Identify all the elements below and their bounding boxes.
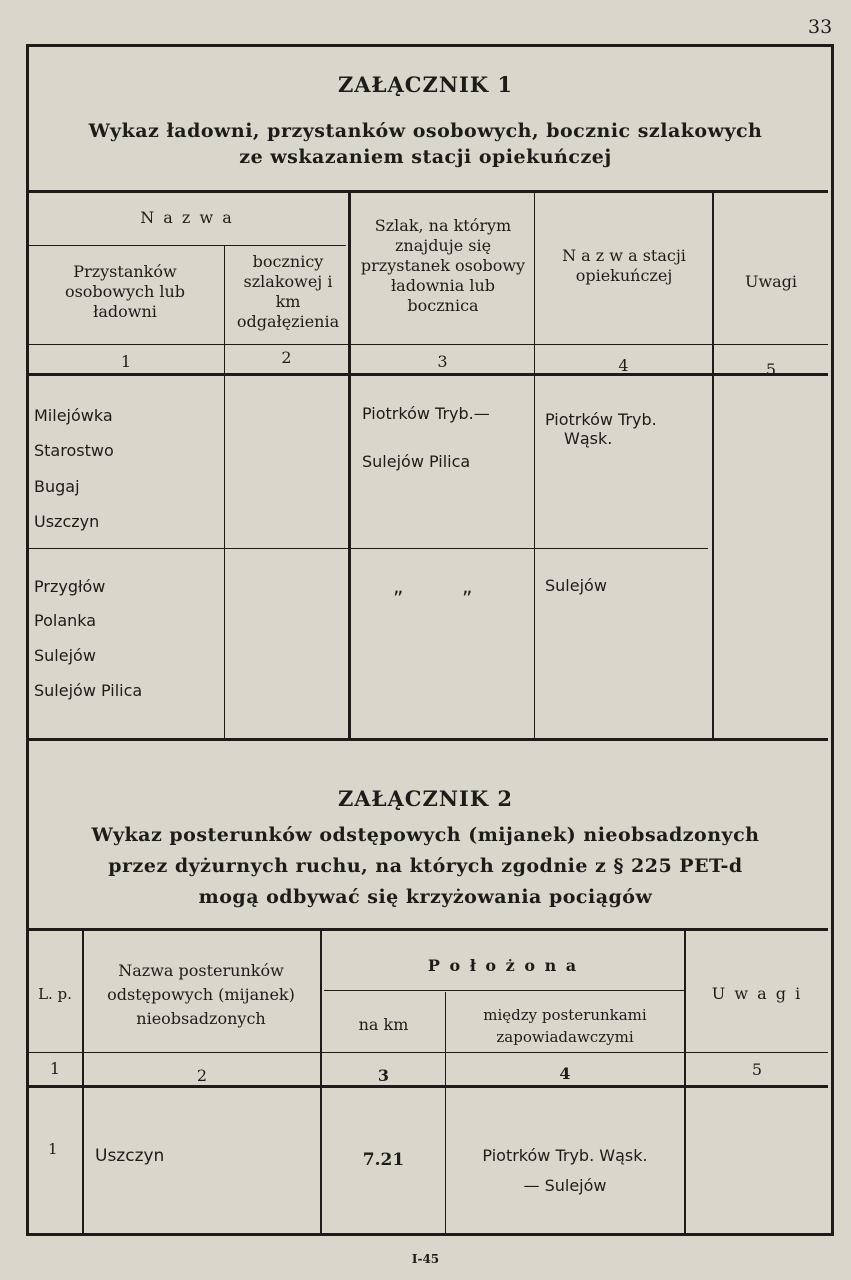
annex2-row-name: Uszczyn xyxy=(95,1146,165,1166)
annex1-stop-sulejow-pilica: Sulejów Pilica xyxy=(34,681,143,700)
annex1-title: ZAŁĄCZNIK 1 xyxy=(337,72,514,97)
annex1-route-line1: Piotrków Tryb.— xyxy=(362,404,490,423)
annex1-header-col2: bocznicy szlakowej i km odgałęzienia xyxy=(236,252,340,331)
annex1-colnum-3: 3 xyxy=(437,352,448,371)
annex1-header-nazwa-group: N a z w a xyxy=(140,208,234,227)
annex1-header-col4: N a z w a stacji opiekuńczej xyxy=(562,246,686,285)
annex1-stop-bugaj: Bugaj xyxy=(34,477,80,496)
annex1-station-line2: Wąsk. xyxy=(564,429,613,448)
annex2-colnum-5: 5 xyxy=(751,1060,763,1079)
footer-code: I-45 xyxy=(411,1252,440,1266)
annex2-subtitle-line1: Wykaz posterunków odstępowych (mijanek) nieobsadzonych xyxy=(91,824,760,846)
annex2-vline-3 xyxy=(445,992,446,1234)
annex1-header-col3: Szlak, na którym znajduje się przystanek osobowy ładownia lub bocznica xyxy=(360,216,526,315)
annex2-header-between: między posterunkami zapowiadawczymi xyxy=(483,1006,647,1046)
annex2-row-between-line1: Piotrków Tryb. Wąsk. xyxy=(482,1146,648,1165)
annex1-subtitle-line1: Wykaz ładowni, przystanków osobowych, bocznic szlakowych xyxy=(88,120,763,142)
annex1-colnum-4: 4 xyxy=(618,356,629,375)
annex2-table-top-line xyxy=(28,928,828,931)
annex1-vline-3 xyxy=(534,190,535,738)
annex2-header-uwagi: U w a g i xyxy=(711,984,803,1003)
annex1-header-col5: Uwagi xyxy=(744,272,798,291)
page-number: 33 xyxy=(808,16,833,38)
annex2-colnum-3: 3 xyxy=(377,1066,390,1085)
annex1-vline-1 xyxy=(224,246,225,738)
annex2-subtitle-line3: mogą odbywać się krzyżowania pociągów xyxy=(198,886,653,908)
annex2-colnum-1: 1 xyxy=(49,1059,61,1078)
annex1-header-bottom-line xyxy=(28,344,828,345)
annex1-stop-polanka: Polanka xyxy=(34,611,97,630)
annex1-stop-milejowka: Milejówka xyxy=(34,406,113,425)
annex2-subtitle-line2: przez dyżurnych ruchu, na których zgodnie z § 225 PET-d xyxy=(108,855,743,877)
annex2-row-between-line2: — Sulejów xyxy=(523,1176,607,1195)
annex1-header-col1: Przystanków osobowych lub ładowni xyxy=(64,262,186,321)
annex1-stop-uszczyn: Uszczyn xyxy=(34,512,100,531)
annex1-stop-starostwo: Starostwo xyxy=(34,441,114,460)
annex2-header-polozona-group: P o ł o ż o n a xyxy=(427,956,579,975)
annex2-header-name: Nazwa posterunków odstępowych (mijanek) nieobsadzonych xyxy=(107,961,295,1028)
annex1-colnum-1: 1 xyxy=(120,352,132,371)
annex1-vline-2 xyxy=(348,190,351,738)
annex1-station-sulejow: Sulejów xyxy=(545,576,607,595)
annex2-colnum-4: 4 xyxy=(559,1064,571,1083)
annex1-colnum-2: 2 xyxy=(281,348,292,367)
annex1-table-top-line xyxy=(28,190,828,193)
annex2-row-lp: 1 xyxy=(48,1140,58,1158)
annex2-header-lp: L. p. xyxy=(38,985,72,1003)
annex2-header-km: na km xyxy=(358,1015,409,1034)
annex2-colnum-2: 2 xyxy=(196,1066,208,1085)
annex2-row-km: 7.21 xyxy=(362,1150,405,1170)
annex2-header-bottom-line xyxy=(28,1052,828,1053)
annex1-route-ditto-2: „ xyxy=(462,574,473,598)
annex1-route-ditto-1: „ xyxy=(393,574,404,598)
annex1-route-line2: Sulejów Pilica xyxy=(362,452,471,471)
annex1-subtitle-line2: ze wskazaniem stacji opiekuńczej xyxy=(239,146,612,168)
annex1-station-line1: Piotrków Tryb. xyxy=(545,410,657,429)
annex1-group-divider xyxy=(28,548,708,549)
annex2-vline-4 xyxy=(684,930,686,1234)
annex1-stop-sulejow: Sulejów xyxy=(34,646,96,665)
annex1-vline-4 xyxy=(712,190,714,738)
annex1-table-bottom-line xyxy=(28,738,828,741)
annex2-title: ZAŁĄCZNIK 2 xyxy=(337,786,514,811)
annex1-stop-przyglow: Przygłów xyxy=(34,577,106,596)
annex2-polozona-underline xyxy=(324,990,684,991)
annex1-colnum-5: 5 xyxy=(765,360,777,379)
annex1-nazwa-underline xyxy=(28,245,346,246)
